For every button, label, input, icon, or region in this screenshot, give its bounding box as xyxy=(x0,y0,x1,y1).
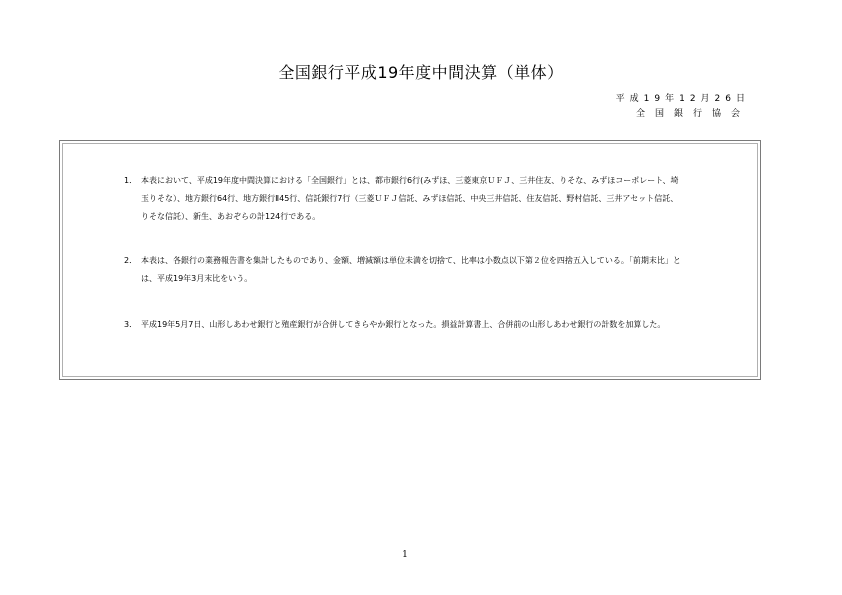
document-title: 全国銀行平成19年度中間決算（単体） xyxy=(278,63,564,82)
page-number: 1 xyxy=(402,550,408,560)
notes-box xyxy=(59,140,761,380)
note-number: 2． xyxy=(124,256,138,265)
publication-date: 平成19年12月26日 xyxy=(615,94,750,104)
publisher-organization: 全国銀行協会 xyxy=(635,109,750,119)
note-number: 3． xyxy=(124,320,138,329)
note-item xyxy=(124,316,684,334)
note-item xyxy=(124,252,684,288)
note-item xyxy=(124,172,684,226)
note-text: 本表は、各銀行の業務報告書を集計したものであり、金額、増減額は単位未満を切捨て、比率は小数点以下第２位を四捨五入している。「前期末比」とは、平成19年3月末比をいう。 xyxy=(141,256,681,283)
note-number: 1． xyxy=(124,176,138,185)
note-text: 平成19年5月7日、山形しあわせ銀行と殖産銀行が合併してきらやか銀行となった。損益計算書上、合併前の山形しあわせ銀行の計数を加算した。 xyxy=(141,320,666,329)
note-text: 本表において、平成19年度中間決算における「全国銀行」とは、都市銀行6行(みずほ、三菱東京ＵＦＪ、三井住友、りそな、みずほコーポレート、埼玉りそな）、地方銀行64行、地方銀行Ⅱ45行、信託銀行7行（三菱ＵＦＪ信託、みずほ信託、中央三井信託、住友信託、野村信託、三井アセット信託、りそな信託）、新生、あおぞらの計124行である。 xyxy=(141,176,679,221)
